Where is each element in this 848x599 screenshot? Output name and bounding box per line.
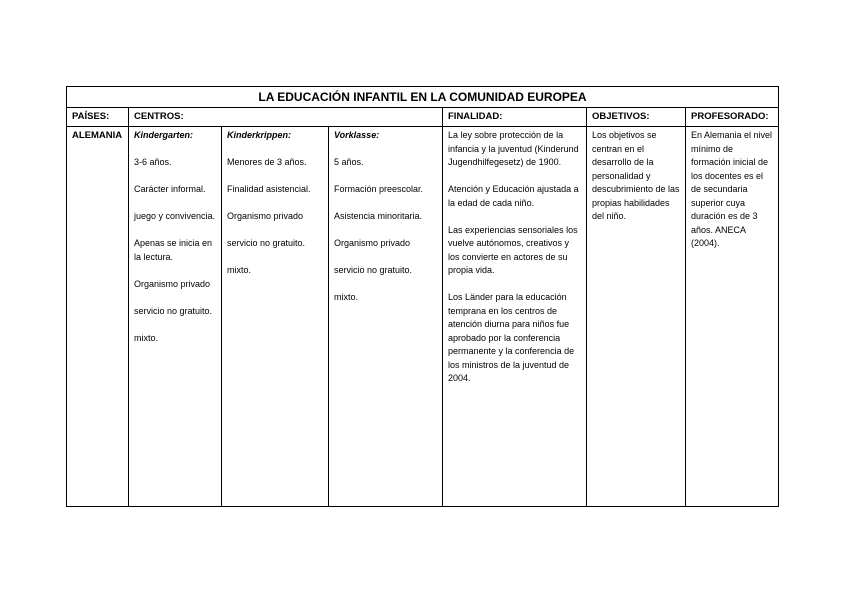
- kindergarten-item: mixto.: [134, 332, 159, 343]
- header-centros: CENTROS:: [134, 111, 184, 122]
- profesorado-text: En Alemania el nivel mínimo de formación inicial de los docentes es el de secundaria superior cuya duración es de 3 años. ANECA (2004).: [691, 130, 773, 248]
- header-profesorado: PROFESORADO:: [691, 111, 769, 122]
- kindergarten-name: Kindergarten:: [134, 130, 194, 140]
- kinderkrippen-name: Kinderkrippen:: [227, 130, 292, 140]
- vorklasse-item: Formación preescolar.: [334, 184, 424, 194]
- finalidad-cell: [443, 127, 586, 399]
- kinderkrippen-item: Menores de 3 años.: [227, 157, 307, 167]
- education-table: [66, 86, 779, 507]
- table-title: LA EDUCACIÓN INFANTIL EN LA COMUNIDAD EUROPEA: [258, 90, 587, 104]
- header-paises: PAÍSES:: [72, 111, 110, 122]
- finalidad-paragraph: Atención y Educación ajustada a la edad de cada niño.: [448, 184, 579, 208]
- kindergarten-cell: [129, 127, 221, 359]
- kinderkrippen-item: Finalidad asistencial.: [227, 184, 311, 194]
- header-finalidad: FINALIDAD:: [448, 111, 503, 122]
- kinderkrippen-item: servicio no gratuito.: [227, 238, 306, 248]
- vorklasse-name: Vorklasse:: [334, 130, 380, 140]
- country-cell: ALEMANIA: [72, 130, 123, 141]
- kinderkrippen-item: mixto.: [227, 265, 252, 275]
- finalidad-paragraph: Las experiencias sensoriales los vuelve autónomos, creativos y los convierte en actores de su propia vida.: [448, 224, 578, 275]
- vorklasse-item: 5 años.: [334, 157, 364, 167]
- vorklasse-item: servicio no gratuito.: [334, 265, 413, 275]
- header-objetivos: OBJETIVOS:: [592, 111, 650, 122]
- kindergarten-item: Carácter informal.: [134, 184, 206, 194]
- kindergarten-item: 3-6 años.: [134, 157, 172, 167]
- profesorado-cell: [686, 127, 779, 264]
- kindergarten-item: Organismo privado: [134, 278, 211, 289]
- objetivos-text: Los objetivos se centran en el desarrollo de la personalidad y descubrimiento de las propias habilidades del niño.: [592, 130, 680, 221]
- kinderkrippen-cell: [222, 127, 328, 291]
- kindergarten-item: servicio no gratuito.: [134, 305, 213, 316]
- vorklasse-item: Organismo privado: [334, 238, 411, 248]
- finalidad-paragraph: Los Länder para la educación temprana en los centros de atención diurna para niños fue aprobado por la conferencia permanente y la conferencia de los ministros de la juventud de 2004.: [448, 292, 575, 383]
- finalidad-paragraph: La ley sobre protección de la infancia y la juventud (Kinderund Jugendhilfegesetz) de 1900.: [448, 130, 579, 167]
- objetivos-cell: [587, 127, 685, 237]
- vorklasse-cell: [329, 127, 442, 318]
- kindergarten-item: Apenas se inicia en la lectura.: [134, 238, 213, 262]
- vorklasse-item: mixto.: [334, 292, 359, 302]
- vorklasse-item: Asistencia minoritaria.: [334, 211, 423, 221]
- kinderkrippen-item: Organismo privado: [227, 211, 304, 221]
- kindergarten-item: juego y convivencia.: [134, 211, 216, 221]
